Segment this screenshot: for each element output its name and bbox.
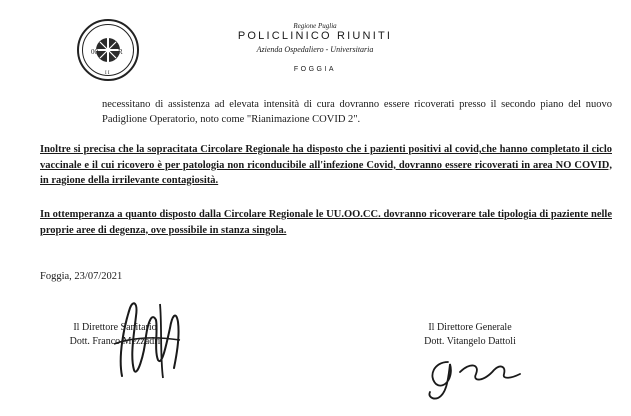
handwritten-signature-right <box>420 352 530 402</box>
signatory-name: Dott. Vitangelo Dattoli <box>424 336 516 347</box>
organization-subtitle: Azienda Ospedaliero - Universitaria <box>256 45 374 54</box>
signature-block-general-director <box>400 321 540 349</box>
hospital-seal-logo <box>76 18 140 82</box>
signature-block-health-director <box>40 321 190 349</box>
signatory-name: Dott. Franco Mezzadri <box>69 336 161 347</box>
organization-city: FOGGIA <box>293 66 337 73</box>
svg-text:I I: I I <box>105 71 110 76</box>
paragraph-compliance: In ottemperanza a quanto disposto dalla Circolare Regionale le UU.OO.CC. dovranno ricoverare tale tipologia di paziente nelle proprie aree di degenza, ove possibile in stanza singola. <box>40 209 612 236</box>
svg-text:R: R <box>118 48 123 56</box>
signatory-role: Il Direttore Generale <box>428 322 512 333</box>
region-name: Regione Puglia <box>293 22 337 30</box>
organization-name: POLICLINICO RIUNITI <box>237 30 393 42</box>
signatory-role: Il Direttore Sanitario <box>73 322 157 333</box>
svg-text:00: 00 <box>91 48 98 56</box>
paragraph-covid-positive-patients: Inoltre si precisa che la sopracitata Circolare Regionale ha disposto che i pazienti positivi al covid,che hanno completato il ciclo vaccinale e il cui ricovero è per patologia non riconducibile all'infezione Covid, dovranno essere ricoverati in area NO COVID, in ragione della irrilevante contagiosità. <box>40 144 612 186</box>
place-and-date: Foggia, 23/07/2021 <box>40 271 123 282</box>
paragraph-continuation: necessitano di assistenza ad elevata intensità di cura dovranno essere ricoverati presso il secondo piano del nuovo Padiglione Operatorio, noto come "Rianimazione COVID 2". <box>102 99 612 125</box>
